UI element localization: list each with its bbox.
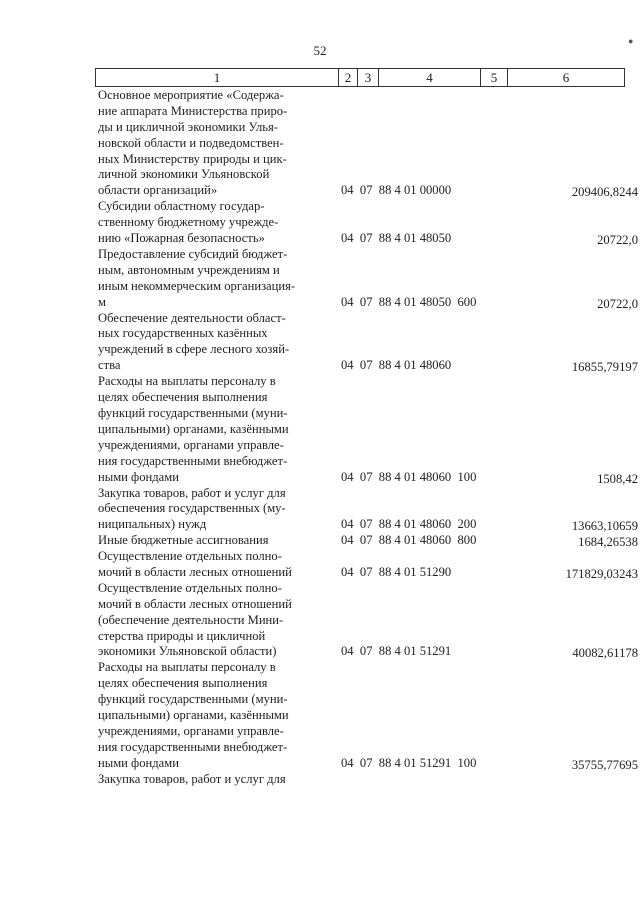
header-col-6: 6 bbox=[507, 68, 625, 87]
amount: 1508,42 bbox=[597, 471, 638, 486]
table-row bbox=[98, 88, 638, 199]
description-line: Субсидии областному государ- bbox=[98, 199, 265, 214]
description-line: ными фондами bbox=[98, 469, 179, 484]
description-line: личной экономики Ульяновской bbox=[98, 167, 270, 182]
amount: 13663,10659 bbox=[571, 519, 638, 534]
description-line: Закупка товаров, работ и услуг для bbox=[98, 485, 286, 500]
description-line: ние аппарата Министерства приро- bbox=[98, 103, 288, 118]
description-line: мочий в области лесных отношений bbox=[98, 596, 292, 611]
header-col-3: 3 bbox=[357, 68, 379, 87]
description-line: целях обеспечения выполнения bbox=[98, 390, 268, 405]
description-line: Расходы на выплаты персоналу в bbox=[98, 660, 276, 675]
description-line: ственному бюджетному учрежде- bbox=[98, 215, 279, 230]
row-description bbox=[98, 247, 331, 311]
amount: 35755,77695 bbox=[571, 757, 638, 772]
budget-code: 04 07 88 4 01 48050 600 bbox=[341, 294, 477, 309]
description-line: ды и цикличной экономики Улья- bbox=[98, 119, 278, 134]
description-line: Осуществление отдельных полно- bbox=[98, 580, 282, 595]
row-description bbox=[98, 660, 331, 771]
scan-mark: ● bbox=[628, 36, 634, 46]
description-line: Обеспечение деятельности област- bbox=[98, 310, 286, 325]
budget-code: 04 07 88 4 01 48060 800 bbox=[341, 533, 477, 548]
description-line: учреждениями, органами управле- bbox=[98, 723, 284, 738]
description-line: ства bbox=[98, 358, 121, 373]
budget-code: 04 07 88 4 01 48050 bbox=[341, 231, 452, 246]
table-row bbox=[98, 199, 638, 247]
amount: 209406,8244 bbox=[571, 185, 638, 200]
amount: 16855,79197 bbox=[571, 360, 638, 375]
header-col-5: 5 bbox=[480, 68, 508, 87]
table-row bbox=[98, 247, 638, 311]
row-description bbox=[98, 549, 331, 581]
amount: 1684,26538 bbox=[578, 535, 638, 550]
amount: 20722,0 bbox=[597, 233, 638, 248]
table-row bbox=[98, 581, 638, 661]
header-col-4: 4 bbox=[378, 68, 481, 87]
description-line: обеспечения государственных (му- bbox=[98, 501, 286, 516]
description-line: ния государственными внебюджет- bbox=[98, 453, 288, 468]
description-line: стерства природы и цикличной bbox=[98, 628, 266, 643]
description-line: ния государственными внебюджет- bbox=[98, 739, 288, 754]
header-col-1: 1 bbox=[95, 68, 339, 87]
table-row bbox=[98, 772, 638, 788]
description-line: ципальными) органами, казёнными bbox=[98, 708, 289, 723]
description-line: ных государственных казённых bbox=[98, 326, 268, 341]
description-line: ным, автономным учреждениям и bbox=[98, 262, 280, 277]
budget-code: 04 07 88 4 01 48060 200 bbox=[341, 517, 477, 532]
row-description bbox=[98, 533, 331, 549]
amount: 20722,0 bbox=[597, 296, 638, 311]
row-description bbox=[98, 88, 331, 199]
row-description bbox=[98, 486, 331, 534]
page-number: 52 bbox=[313, 43, 327, 58]
description-line: Предоставление субсидий бюджет- bbox=[98, 247, 288, 261]
row-description bbox=[98, 772, 331, 788]
description-line: ципальными) органами, казёнными bbox=[98, 421, 289, 436]
budget-code: 04 07 88 4 01 48060 100 bbox=[341, 469, 477, 484]
description-line: экономики Ульяновской области) bbox=[98, 644, 277, 659]
table-row bbox=[98, 374, 638, 485]
description-line: Закупка товаров, работ и услуг для bbox=[98, 771, 286, 786]
row-description bbox=[98, 374, 331, 485]
row-description bbox=[98, 311, 331, 375]
description-line: функций государственными (муни- bbox=[98, 405, 288, 420]
description-line: мочий в области лесных отношений bbox=[98, 564, 292, 579]
description-line: области организаций» bbox=[98, 183, 218, 198]
budget-code: 04 07 88 4 01 51291 100 bbox=[341, 755, 477, 770]
amount: 40082,61178 bbox=[572, 646, 638, 661]
description-line: учреждениями, органами управле- bbox=[98, 437, 284, 452]
table-row bbox=[98, 533, 638, 549]
table-row bbox=[98, 660, 638, 771]
description-line: целях обеспечения выполнения bbox=[98, 676, 268, 691]
description-line: Иные бюджетные ассигнования bbox=[98, 533, 269, 548]
description-line: новской области и подведомствен- bbox=[98, 135, 284, 150]
description-line: ниципальных) нужд bbox=[98, 517, 207, 532]
description-line: (обеспечение деятельности Мини- bbox=[98, 612, 284, 627]
description-line: учреждений в сфере лесного хозяй- bbox=[98, 342, 290, 357]
description-line: Осуществление отдельных полно- bbox=[98, 549, 282, 564]
budget-code: 04 07 88 4 01 51291 bbox=[341, 644, 452, 659]
table-row bbox=[98, 486, 638, 534]
description-line: функций государственными (муни- bbox=[98, 692, 288, 707]
description-line: нию «Пожарная безопасность» bbox=[98, 231, 265, 246]
budget-code: 04 07 88 4 01 51290 bbox=[341, 564, 452, 579]
description-line: м bbox=[98, 294, 106, 309]
header-col-2: 2 bbox=[338, 68, 358, 87]
row-description bbox=[98, 199, 331, 247]
description-line: Основное мероприятие «Содержа- bbox=[98, 88, 284, 102]
description-line: ными фондами bbox=[98, 755, 179, 770]
table-row bbox=[98, 311, 638, 375]
description-line: иным некоммерческим организация- bbox=[98, 278, 296, 293]
description-line: Расходы на выплаты персоналу в bbox=[98, 374, 276, 389]
table-row bbox=[98, 549, 638, 581]
description-line: ных Министерству природы и цик- bbox=[98, 151, 287, 166]
budget-code: 04 07 88 4 01 48060 bbox=[341, 358, 452, 373]
row-description bbox=[98, 581, 331, 660]
budget-code: 04 07 88 4 01 00000 bbox=[341, 183, 452, 198]
amount: 171829,03243 bbox=[565, 566, 638, 581]
